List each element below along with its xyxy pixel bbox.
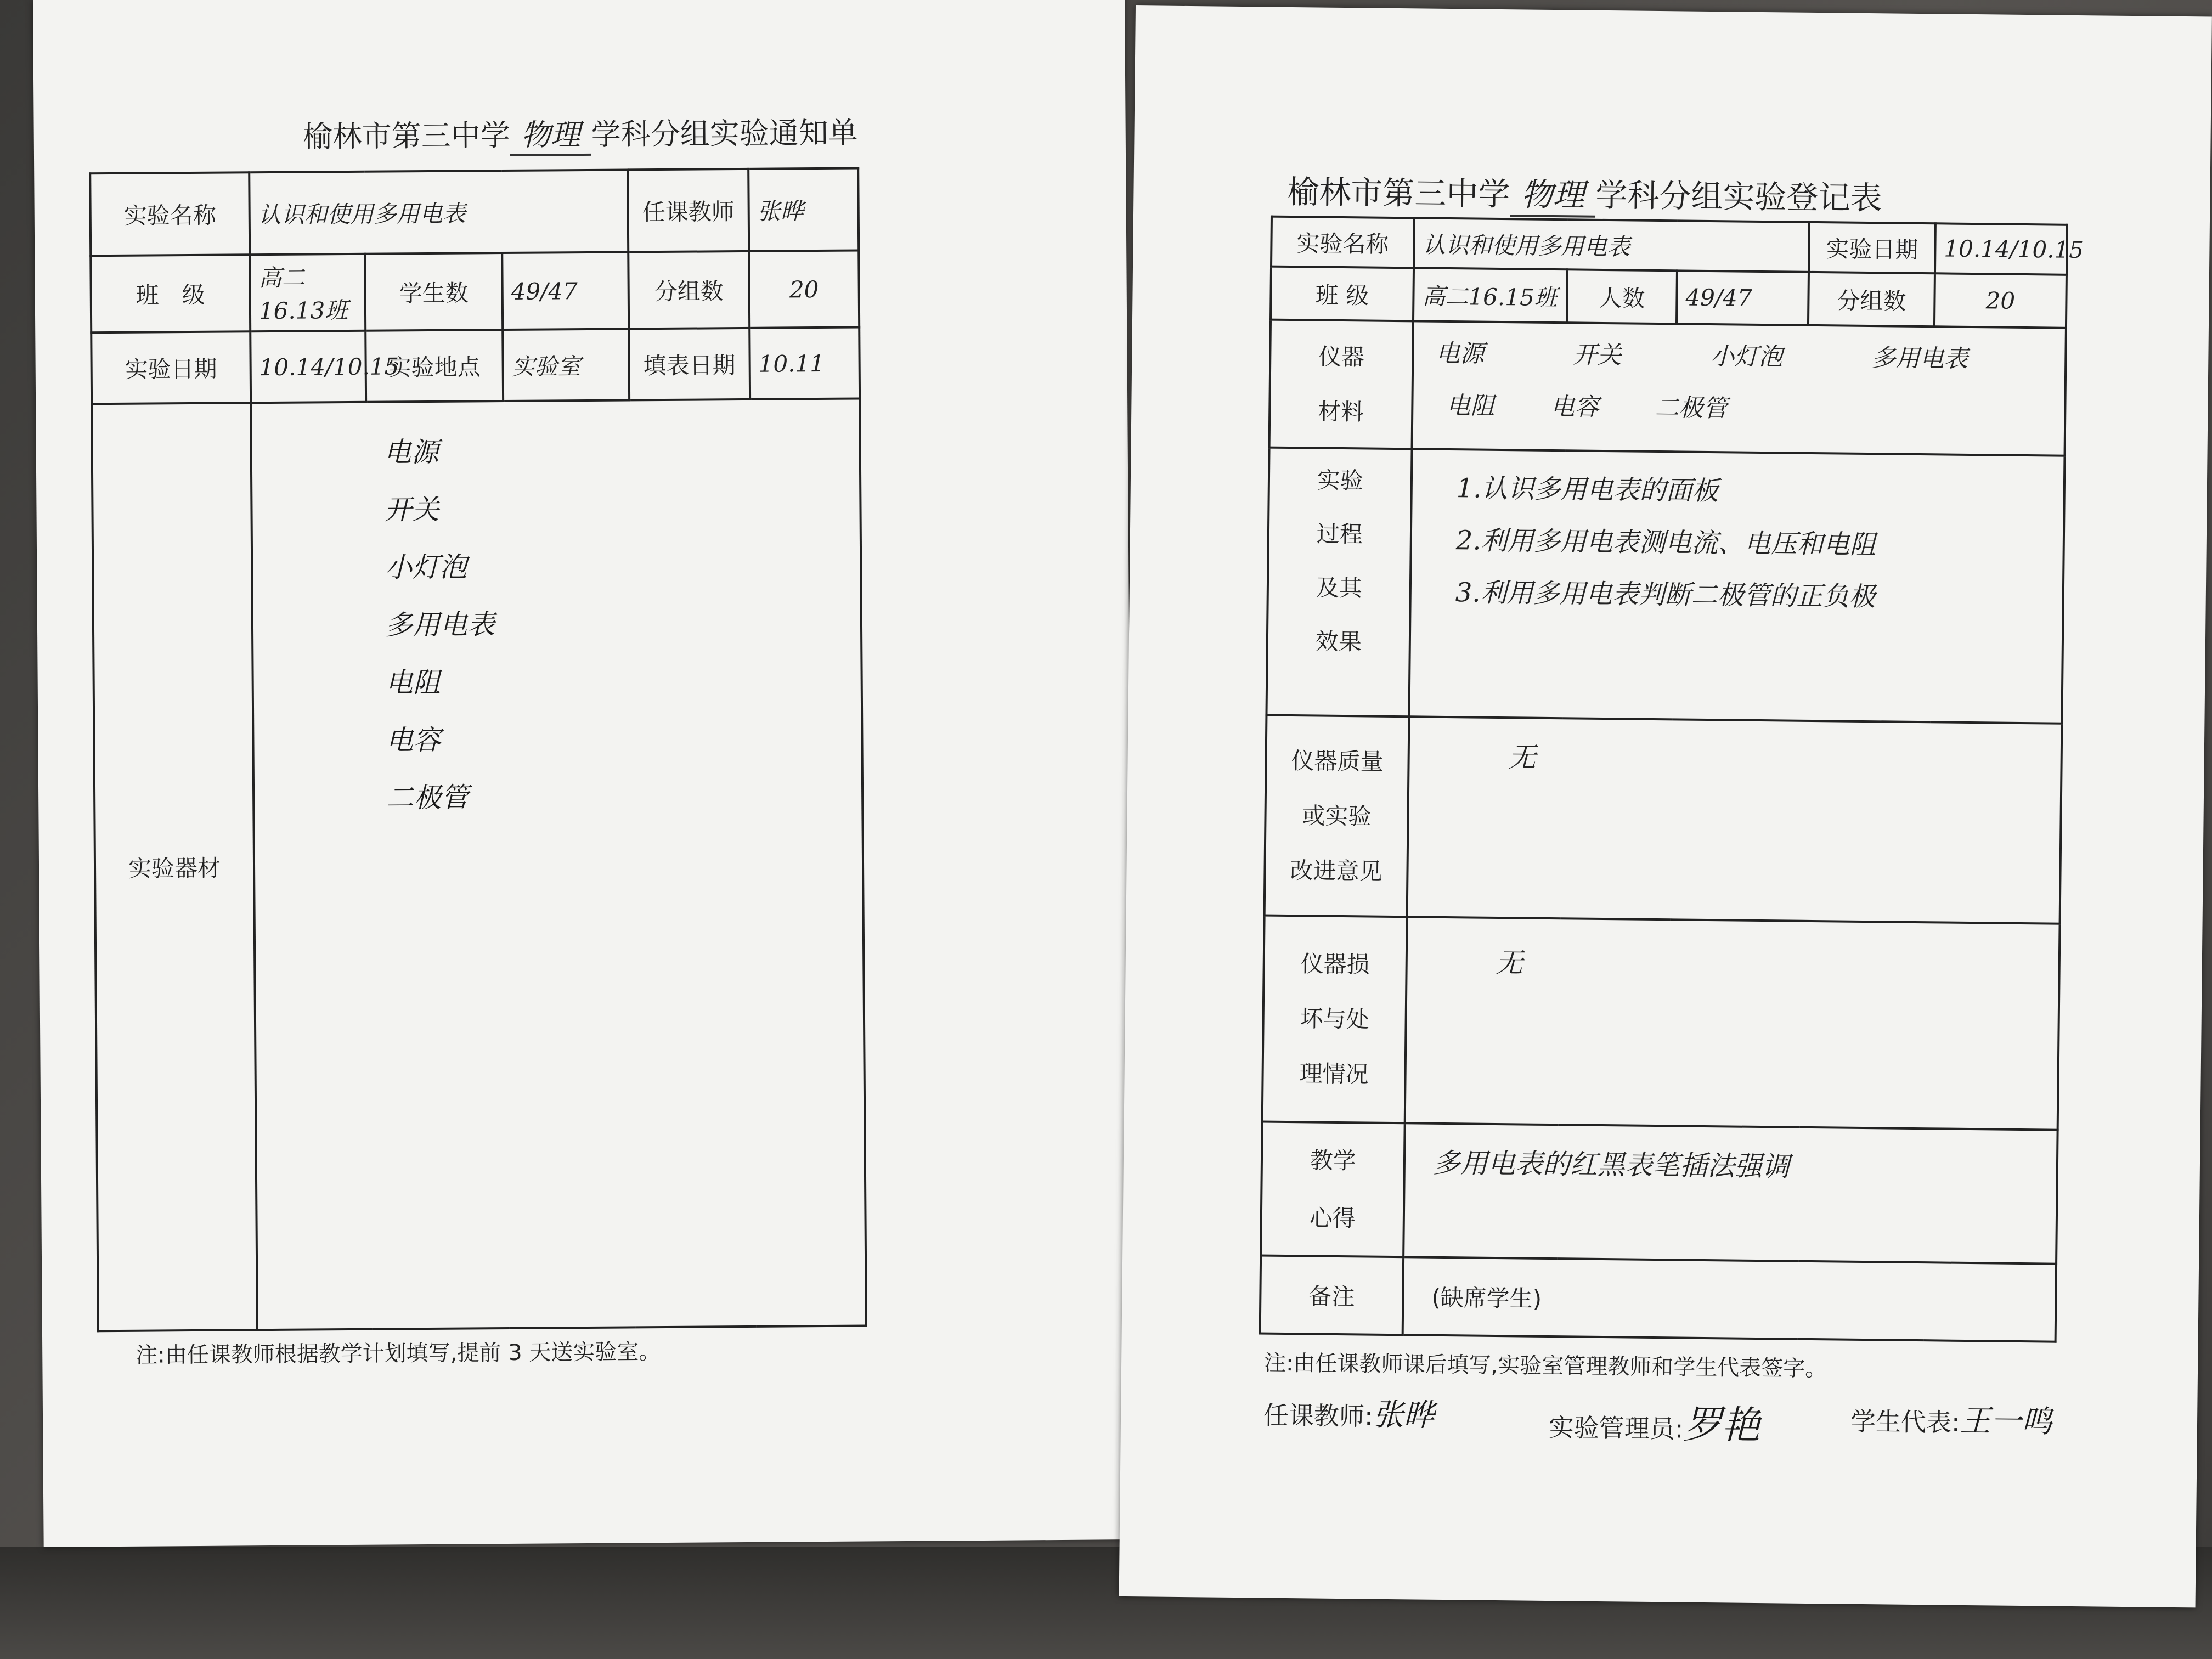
register-row-damage [1262, 916, 2060, 1130]
register-title-subject: 物理 [1510, 168, 1596, 218]
instrument-item: 电源 [1436, 339, 1485, 368]
instrument-item: 开关 [1573, 341, 1622, 369]
notice-value-teacher: 张晔 [748, 168, 859, 251]
register-row-instruments [1269, 319, 2066, 456]
signature-student-label: 学生代表: [1850, 1406, 1960, 1437]
notice-title-suffix: 学科分组实验通知单 [591, 115, 858, 152]
register-label-qual-2: 或实验 [1302, 802, 1372, 830]
equipment-item: 二极管 [386, 781, 469, 814]
register-label-ref-2: 心得 [1309, 1204, 1356, 1232]
notice-value-groups: 20 [749, 251, 859, 328]
notice-label-fill-date: 填表日期 [629, 328, 750, 400]
register-title-prefix: 榆林市第三中学 [1287, 173, 1510, 213]
register-label-dmg-3: 理情况 [1299, 1060, 1369, 1088]
register-label-dmg-2: 坏与处 [1300, 1005, 1369, 1033]
notice-label-class: 班 级 [91, 255, 250, 332]
instrument-item: 小灯泡 [1710, 342, 1783, 371]
register-sheet [1119, 5, 2212, 1607]
register-label-instr-2: 材料 [1318, 398, 1364, 426]
register-row-process [1266, 448, 2064, 724]
register-label-dmg-1: 仪器损 [1300, 950, 1370, 978]
equipment-item: 电源 [383, 436, 439, 469]
register-label-reflection [1261, 1122, 1405, 1257]
register-value-quality: 无 [1407, 716, 2062, 924]
register-value-exp-date: 10.14/10.15 [1935, 223, 2067, 275]
process-step: 3.利用多用电表判断二极管的正负极 [1455, 577, 1876, 613]
instrument-item: 电阻 [1446, 391, 1495, 420]
register-label-instr-1: 仪器 [1318, 343, 1365, 371]
notice-label-teacher: 任课教师 [628, 169, 749, 252]
register-label-proc-1: 实验 [1317, 466, 1364, 494]
register-instruments-row2 [1435, 385, 2057, 444]
equipment-item: 多用电表 [385, 608, 495, 641]
register-row-name [1271, 217, 2067, 275]
register-label-proc-3: 及其 [1316, 574, 1363, 602]
notice-label-exp-name: 实验名称 [90, 172, 250, 256]
register-label-proc-4: 效果 [1315, 628, 1362, 656]
register-value-remark: (缺席学生) [1403, 1257, 2056, 1342]
register-label-groups: 分组数 [1808, 272, 1935, 326]
equipment-item: 电阻 [385, 666, 441, 699]
register-label-process [1266, 448, 1412, 716]
register-value-exp-name: 认识和使用多用电表 [1414, 218, 1809, 272]
notice-value-class: 高二16.13班 [250, 254, 365, 331]
notice-label-exp-date: 实验日期 [91, 331, 251, 404]
register-title [1287, 166, 1882, 221]
register-footnote: 注:由任课教师课后填写,实验室管理教师和学生代表签字。 [1263, 1350, 1827, 1382]
instrument-item: 二极管 [1655, 393, 1728, 422]
notice-value-students: 49/47 [502, 252, 629, 330]
process-step: 2.利用多用电表测电流、电压和电阻 [1455, 525, 1876, 561]
signature-teacher-label: 任课教师: [1263, 1400, 1373, 1431]
signature-teacher [1263, 1390, 1435, 1435]
notice-title-prefix: 榆林市第三中学 [302, 117, 510, 154]
register-label-damage [1262, 916, 1407, 1123]
notice-label-equipment: 实验器材 [92, 403, 257, 1331]
notice-value-exp-name: 认识和使用多用电表 [249, 170, 628, 255]
register-label-qual-1: 仪器质量 [1291, 747, 1384, 775]
process-step: 1.认识多用电表的面板 [1456, 473, 1719, 507]
register-instruments-row1 [1436, 333, 2057, 392]
notice-value-exp-date: 10.14/10.15 [250, 331, 366, 403]
notice-title [302, 110, 858, 158]
register-value-reflection: 多用电表的红黑表笔插法强调 [1403, 1123, 2057, 1263]
register-label-qual-3: 改进意见 [1290, 856, 1383, 885]
register-process-cell [1409, 449, 2064, 724]
register-value-groups: 20 [1934, 274, 2067, 328]
notice-equipment-cell [251, 398, 866, 1330]
register-row-remark [1260, 1255, 2056, 1341]
notice-value-fill-date: 10.11 [749, 327, 860, 399]
signature-student [1850, 1396, 2052, 1442]
register-value-damage: 无 [1405, 917, 2060, 1130]
notice-value-location: 实验室 [503, 329, 629, 401]
equipment-item: 开关 [384, 493, 439, 526]
register-label-proc-2: 过程 [1316, 520, 1363, 548]
signature-admin-label: 实验管理员: [1548, 1413, 1684, 1444]
equipment-item: 电容 [386, 724, 441, 757]
register-title-suffix: 学科分组实验登记表 [1595, 176, 1882, 217]
notice-table [89, 167, 867, 1332]
notice-label-groups: 分组数 [628, 251, 749, 329]
register-label-ref-1: 教学 [1310, 1147, 1357, 1175]
register-instruments-cell [1412, 321, 2066, 456]
register-row-reflection [1261, 1122, 2057, 1264]
register-label-class: 班 级 [1271, 267, 1414, 321]
instrument-item: 电容 [1550, 392, 1599, 421]
register-label-instruments [1269, 319, 1413, 449]
register-value-class: 高二16.15班 [1413, 268, 1567, 323]
register-table [1259, 216, 2084, 1343]
register-label-exp-name: 实验名称 [1271, 217, 1414, 268]
register-label-exp-date: 实验日期 [1809, 222, 1936, 274]
notice-row-class [91, 251, 859, 333]
signature-admin [1549, 1392, 1761, 1450]
notice-footnote: 注:由任课教师根据教学计划填写,提前 3 天送实验室。 [136, 1339, 661, 1368]
register-value-people: 49/47 [1677, 271, 1809, 325]
notice-title-subject: 物理 [510, 111, 591, 156]
notice-sheet [33, 0, 1136, 1547]
notice-equipment-list [383, 427, 861, 834]
notice-row-equipment [92, 398, 866, 1331]
instrument-item: 多用电表 [1871, 343, 1968, 373]
notice-row-name [90, 168, 859, 256]
equipment-item: 小灯泡 [385, 551, 467, 584]
register-row-class [1271, 267, 2067, 328]
signature-student-name: 王一鸣 [1960, 1403, 2052, 1440]
register-label-quality [1265, 715, 1409, 917]
register-label-people: 人数 [1567, 270, 1677, 324]
notice-label-students: 学生数 [365, 253, 503, 331]
signature-teacher-name: 张晔 [1373, 1397, 1435, 1434]
signature-admin-name: 罗艳 [1683, 1402, 1760, 1448]
notice-label-location: 实验地点 [365, 330, 503, 402]
register-row-quality [1265, 715, 2062, 924]
register-label-remark: 备注 [1260, 1255, 1403, 1335]
notice-row-date [91, 327, 860, 404]
